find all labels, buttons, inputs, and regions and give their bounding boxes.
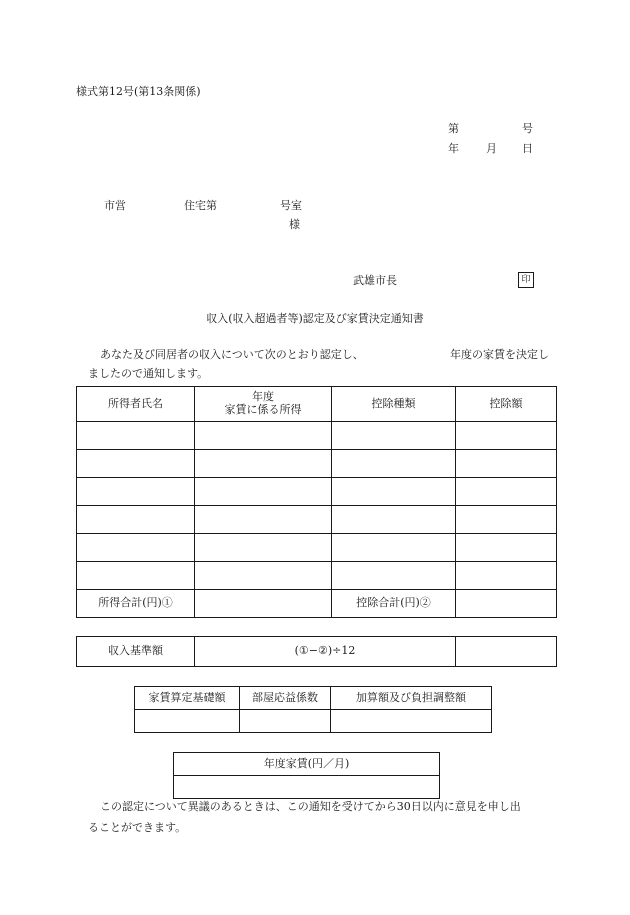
- total-deduction-cell[interactable]: [456, 590, 557, 618]
- rent-calculation-table: [134, 686, 492, 733]
- cell[interactable]: [195, 478, 332, 506]
- cell[interactable]: [195, 506, 332, 534]
- intro-text-2: 年度の家賃を決定し: [450, 348, 549, 361]
- cell[interactable]: [332, 422, 456, 450]
- table-row: [77, 422, 557, 450]
- cell[interactable]: [77, 506, 195, 534]
- cell[interactable]: [332, 450, 456, 478]
- header-income-year: 年度: [252, 390, 274, 404]
- cell[interactable]: [195, 534, 332, 562]
- header-adjustment: 加算額及び負担調整額: [331, 687, 492, 710]
- base-rent-cell[interactable]: [135, 710, 240, 733]
- cell[interactable]: [456, 422, 557, 450]
- date-month-label: 月: [486, 142, 497, 155]
- date-day-label: 日: [522, 142, 533, 155]
- addressee-municipal-label: 市営: [104, 199, 126, 212]
- header-deduction-amount: 控除額: [456, 387, 557, 422]
- cell[interactable]: [77, 562, 195, 590]
- cell[interactable]: [456, 562, 557, 590]
- header-income-label: 家賃に係る所得: [224, 403, 302, 416]
- cell[interactable]: [332, 506, 456, 534]
- cell[interactable]: [332, 478, 456, 506]
- doc-number-prefix: 第: [448, 122, 459, 135]
- addressee-honorific: 様: [289, 218, 300, 231]
- totals-row: [77, 590, 557, 618]
- header-earner-name: 所得者氏名: [77, 387, 195, 422]
- room-coefficient-cell[interactable]: [240, 710, 331, 733]
- annual-rent-cell[interactable]: [174, 776, 440, 799]
- table-row: [77, 506, 557, 534]
- cell[interactable]: [456, 534, 557, 562]
- cell[interactable]: [77, 534, 195, 562]
- cell[interactable]: [195, 562, 332, 590]
- annual-rent-header: 年度家賃(円／月): [174, 753, 440, 776]
- header-room-coefficient: 部屋応益係数: [240, 687, 331, 710]
- income-base-label: 収入基準額: [77, 637, 195, 667]
- doc-number-suffix: 号: [522, 122, 533, 135]
- annual-rent-table: [173, 752, 440, 799]
- total-deduction-label: 控除合計(円)②: [332, 590, 456, 618]
- adjustment-cell[interactable]: [331, 710, 492, 733]
- table-row: [77, 534, 557, 562]
- cell[interactable]: [456, 478, 557, 506]
- table-row: [77, 450, 557, 478]
- cell[interactable]: [195, 450, 332, 478]
- cell[interactable]: [77, 422, 195, 450]
- document-title: 収入(収入超過者等)認定及び家賃決定通知書: [206, 312, 424, 325]
- addressee-room-label: 号室: [280, 199, 302, 212]
- income-deduction-table: [76, 386, 557, 618]
- footer-note-2: ることができます。: [88, 821, 187, 834]
- cell[interactable]: [456, 506, 557, 534]
- addressee-housing-label: 住宅第: [184, 199, 217, 212]
- intro-text-3: ましたので通知します。: [88, 367, 209, 380]
- seal-mark: 印: [518, 272, 534, 288]
- income-base-table: [76, 636, 557, 667]
- cell[interactable]: [77, 450, 195, 478]
- intro-text-1: あなた及び同居者の収入について次のとおり認定し、: [100, 348, 364, 361]
- header-income: [195, 387, 332, 422]
- total-income-label: 所得合計(円)①: [77, 590, 195, 618]
- date-year-label: 年: [448, 142, 459, 155]
- cell[interactable]: [456, 450, 557, 478]
- header-base-rent: 家賃算定基礎額: [135, 687, 240, 710]
- table-row: [77, 478, 557, 506]
- cell[interactable]: [332, 562, 456, 590]
- income-base-value[interactable]: [456, 637, 557, 667]
- header-deduction-type: 控除種類: [332, 387, 456, 422]
- cell[interactable]: [195, 422, 332, 450]
- footer-note-1: この認定について異議のあるときは、この通知を受けてから30日以内に意見を申し出: [100, 800, 521, 813]
- cell[interactable]: [332, 534, 456, 562]
- cell[interactable]: [77, 478, 195, 506]
- table-row: [77, 562, 557, 590]
- income-base-formula: (①−②)÷12: [195, 637, 456, 667]
- form-number-label: 様式第12号(第13条関係): [76, 85, 201, 98]
- issuer-name: 武雄市長: [353, 274, 397, 287]
- total-income-cell[interactable]: [195, 590, 332, 618]
